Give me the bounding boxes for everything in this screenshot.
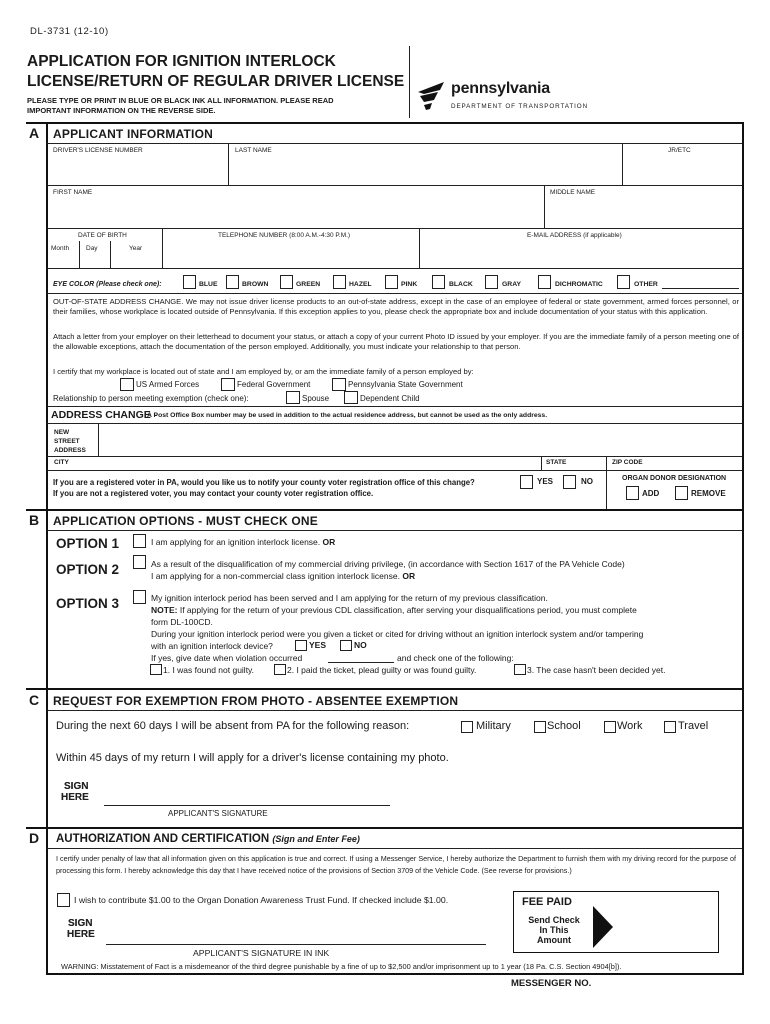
us-armed-forces-label: US Armed Forces bbox=[136, 380, 200, 389]
eye-other-field[interactable] bbox=[662, 276, 739, 288]
military-checkbox[interactable] bbox=[461, 721, 473, 733]
section-d-letter: D bbox=[29, 830, 40, 846]
section-b-title: APPLICATION OPTIONS - MUST CHECK ONE bbox=[53, 514, 318, 528]
rule bbox=[47, 406, 742, 407]
arrow-right-icon bbox=[591, 904, 615, 950]
section-a-right-rule bbox=[742, 122, 744, 510]
certification-text: I certify under penalty of law that all information given on this application is true and correct. If using a Messenger Service, I hereby authorize the Department to furnish them with my driving record for the purpose of processing this form. I hereby acknowledge this day that I have received notice of the provisions of Section 3709 of the Vehicle Code. (See reverse for provisions.) bbox=[56, 854, 736, 875]
section-d-title bbox=[56, 833, 360, 845]
violation-date-label: If yes, give date when violation occurred bbox=[151, 653, 303, 663]
eye-hazel-label: HAZEL bbox=[349, 281, 372, 288]
messenger-no-field[interactable] bbox=[590, 976, 740, 990]
spouse-label: Spouse bbox=[302, 394, 330, 403]
violation-no-checkbox[interactable] bbox=[340, 640, 352, 651]
new-label: NEW bbox=[54, 429, 70, 436]
instructions-line1: PLEASE TYPE OR PRINT IN BLUE OR BLACK INK ALL INFORMATION. PLEASE READ bbox=[27, 96, 334, 105]
eye-color-label: EYE COLOR (Please check one): bbox=[53, 281, 162, 288]
section-d-right-rule bbox=[742, 827, 744, 974]
option3-line1: My ignition interlock period has been served and I am applying for the return of my previous classification. bbox=[151, 593, 548, 603]
option2-or: OR bbox=[402, 571, 416, 581]
section-c-left-rule bbox=[46, 688, 48, 828]
option2-label: OPTION 2 bbox=[56, 562, 120, 577]
eye-blue-label: BLUE bbox=[199, 281, 218, 288]
choice2-label: 2. I paid the ticket, plead guilty or was found guilty. bbox=[287, 665, 477, 675]
violation-yes-label: YES bbox=[309, 640, 327, 650]
dl-number-field[interactable] bbox=[48, 156, 227, 184]
choice2-checkbox[interactable] bbox=[274, 664, 286, 675]
choice3-checkbox[interactable] bbox=[514, 664, 526, 675]
rule bbox=[47, 228, 742, 229]
dob-month-label: Month bbox=[51, 245, 70, 252]
military-label: Military bbox=[476, 720, 511, 732]
form-number: DL-3731 (12-10) bbox=[30, 26, 109, 37]
last-name-label: LAST NAME bbox=[235, 147, 272, 154]
out-of-state-paragraph: OUT-OF-STATE ADDRESS CHANGE. We may not issue driver license products to an out-of-state address, except in the case of an employee of federal or state government, armed forces personnel, or their families, whose workplace is located outside of Pennsylvania. If this exception applies to you, please check the appropriate box and include documentation of your status with this application. bbox=[53, 297, 739, 316]
certify-workplace-line: I certify that my workplace is located out of state and I am employed by, or am the immediate family of a person employed by: bbox=[53, 367, 474, 376]
eye-black-checkbox[interactable] bbox=[432, 275, 445, 289]
send-check-line2: In This bbox=[539, 925, 569, 935]
option1-or: OR bbox=[322, 537, 336, 547]
organ-donor-add-label: ADD bbox=[642, 489, 660, 498]
eye-pink-label: PINK bbox=[401, 281, 418, 288]
voter-note: If you are not a registered voter, you may contact your county voter registration office. bbox=[53, 489, 374, 498]
address-change-note: A Post Office Box number may be used in addition to the actual residence address, but cannot be used as the only address. bbox=[147, 412, 548, 419]
eye-green-checkbox[interactable] bbox=[280, 275, 293, 289]
warning-text: WARNING: Misstatement of Fact is a misdemeanor of the third degree punishable by a fine of up to $2,500 and/or imprisonment up to 1 year (18 Pa. C.S. Section 4904[b]). bbox=[61, 962, 622, 971]
messenger-no-label: MESSENGER NO. bbox=[511, 978, 592, 989]
address-label: ADDRESS bbox=[54, 447, 86, 454]
work-checkbox[interactable] bbox=[604, 721, 616, 733]
address-change-title: ADDRESS CHANGE - bbox=[51, 409, 158, 421]
section-c-right-rule bbox=[742, 688, 744, 828]
eye-black-label: BLACK bbox=[449, 281, 473, 288]
rule bbox=[110, 241, 111, 268]
voter-no-label: NO bbox=[581, 477, 593, 486]
option1-text-body: I am applying for an ignition interlock license. bbox=[151, 537, 321, 547]
choice3-label: 3. The case hasn't been decided yet. bbox=[527, 665, 666, 675]
choice1-label: 1. I was found not guilty. bbox=[163, 665, 255, 675]
jr-etc-field[interactable] bbox=[623, 156, 741, 184]
section-a-top-rule bbox=[26, 122, 744, 124]
attach-letter-paragraph: Attach a letter from your employer on their letterhead to document your status, or attach a copy of your current Photo ID issued by your employer. If you are the immediate family of a person meeting one of the allowable exceptions, attach the documentation of the person employed. Additionally, you must indicate your relationship to that person. bbox=[53, 332, 739, 351]
eye-brown-checkbox[interactable] bbox=[226, 275, 239, 289]
form-title-line2: LICENSE/RETURN OF REGULAR DRIVER LICENSE bbox=[27, 73, 405, 90]
eye-other-label: OTHER bbox=[634, 281, 658, 288]
organ-donor-remove-checkbox[interactable] bbox=[675, 486, 688, 500]
work-label: Work bbox=[617, 720, 643, 732]
federal-government-label: Federal Government bbox=[237, 380, 311, 389]
middle-name-field[interactable] bbox=[545, 198, 741, 227]
option2-line2 bbox=[151, 571, 415, 581]
eye-dichromatic-label: DICHROMATIC bbox=[555, 281, 603, 288]
section-d-title-main: AUTHORIZATION AND CERTIFICATION bbox=[56, 833, 270, 845]
organ-donation-text: I wish to contribute $1.00 to the Organ Donation Awareness Trust Fund. If checked include $1.00. bbox=[74, 895, 449, 905]
zip-label: ZIP CODE bbox=[612, 459, 643, 466]
section-a-title: APPLICANT INFORMATION bbox=[53, 127, 213, 141]
spouse-checkbox[interactable] bbox=[286, 391, 300, 404]
section-c-top-rule bbox=[26, 688, 744, 690]
eye-gray-label: GRAY bbox=[502, 281, 522, 288]
first-name-field[interactable] bbox=[48, 198, 543, 227]
photo-return-line: Within 45 days of my return I will apply for a driver's license containing my photo. bbox=[56, 752, 449, 764]
organ-donor-add-checkbox[interactable] bbox=[626, 486, 639, 500]
note-label: NOTE: bbox=[151, 605, 178, 615]
telephone-label: TELEPHONE NUMBER (8:00 A.M.-4:30 P.M.) bbox=[218, 232, 351, 239]
section-d-top-rule bbox=[26, 827, 744, 829]
rule bbox=[79, 241, 80, 268]
middle-name-label: MIDDLE NAME bbox=[550, 189, 596, 196]
school-label: School bbox=[547, 720, 581, 732]
section-c-title: REQUEST FOR EXEMPTION FROM PHOTO - ABSENTEE EXEMPTION bbox=[53, 694, 459, 708]
signature-d-label: APPLICANT'S SIGNATURE IN INK bbox=[193, 948, 330, 958]
header-divider bbox=[409, 46, 410, 118]
option2-line2-body: I am applying for a non-commercial class ignition interlock license. bbox=[151, 571, 400, 581]
absent-reason-line: During the next 60 days I will be absent from PA for the following reason: bbox=[56, 720, 410, 732]
eye-brown-label: BROWN bbox=[242, 281, 269, 288]
instructions-line2: IMPORTANT INFORMATION ON THE REVERSE SIDE. bbox=[27, 106, 216, 115]
voter-yes-checkbox[interactable] bbox=[520, 475, 533, 489]
section-c-letter: C bbox=[29, 692, 40, 708]
option3-checkbox[interactable] bbox=[133, 590, 146, 604]
sign-here-d-line2: HERE bbox=[67, 929, 95, 940]
email-label: E-MAIL ADDRESS (if applicable) bbox=[527, 232, 622, 239]
form-title-line1: APPLICATION FOR IGNITION INTERLOCK bbox=[27, 53, 336, 70]
violation-check-label: and check one of the following: bbox=[397, 653, 514, 663]
email-field[interactable] bbox=[420, 241, 741, 267]
choice1-checkbox[interactable] bbox=[150, 664, 162, 675]
section-b-left-rule bbox=[46, 509, 48, 689]
rule bbox=[606, 456, 607, 510]
street-label: STREET bbox=[54, 438, 80, 445]
penndot-keystone-logo-icon bbox=[414, 78, 448, 112]
option1-checkbox[interactable] bbox=[133, 534, 146, 548]
dependent-child-label: Dependent Child bbox=[360, 394, 420, 403]
signature-c-label: APPLICANT'S SIGNATURE bbox=[168, 809, 268, 818]
first-name-label: FIRST NAME bbox=[53, 189, 93, 196]
section-d-title-sub: (Sign and Enter Fee) bbox=[272, 834, 360, 844]
rule bbox=[47, 470, 742, 471]
fee-paid-label: FEE PAID bbox=[522, 896, 572, 908]
option3-label: OPTION 3 bbox=[56, 596, 120, 611]
voter-question: If you are a registered voter in PA, would you like us to notify your county voter registration office of this change? bbox=[53, 478, 475, 487]
send-check-line3: Amount bbox=[537, 935, 571, 945]
travel-label: Travel bbox=[678, 720, 709, 732]
voter-no-checkbox[interactable] bbox=[563, 475, 576, 489]
dob-day-label: Day bbox=[86, 245, 98, 252]
applicant-signature-c-field[interactable] bbox=[104, 780, 390, 804]
eye-dichromatic-checkbox[interactable] bbox=[538, 275, 551, 289]
eye-blue-checkbox[interactable] bbox=[183, 275, 196, 289]
eye-gray-checkbox[interactable] bbox=[485, 275, 498, 289]
organ-donor-label: ORGAN DONOR DESIGNATION bbox=[622, 475, 727, 482]
voter-yes-label: YES bbox=[537, 477, 554, 486]
eye-pink-checkbox[interactable] bbox=[385, 275, 398, 289]
dependent-child-checkbox[interactable] bbox=[344, 391, 358, 404]
federal-government-checkbox[interactable] bbox=[221, 378, 235, 391]
logo-subtitle: DEPARTMENT OF TRANSPORTATION bbox=[451, 103, 589, 110]
last-name-field[interactable] bbox=[229, 156, 621, 184]
sign-here-c-line1: SIGN bbox=[64, 781, 89, 792]
option1-label: OPTION 1 bbox=[56, 536, 120, 551]
state-label: STATE bbox=[546, 459, 567, 466]
rule bbox=[47, 293, 742, 294]
eye-green-label: GREEN bbox=[296, 281, 321, 288]
rule bbox=[47, 185, 742, 186]
signature-d-line bbox=[106, 944, 486, 945]
eye-hazel-checkbox[interactable] bbox=[333, 275, 346, 289]
note-text: If applying for the return of your previous CDL classification, after serving your disqualifications period, you must complete bbox=[179, 605, 637, 615]
fee-amount-field[interactable] bbox=[617, 893, 717, 951]
organ-donor-remove-label: REMOVE bbox=[691, 489, 726, 498]
jr-etc-label: JR/ETC bbox=[668, 147, 691, 154]
city-label: CITY bbox=[54, 459, 69, 466]
rule bbox=[47, 268, 742, 269]
option2-line1: As a result of the disqualification of my commercial driving privilege, (in accordance with Section 1617 of the PA Vehicle Code) bbox=[151, 559, 625, 569]
rule bbox=[47, 530, 742, 531]
section-b-letter: B bbox=[29, 512, 40, 528]
eye-other-checkbox[interactable] bbox=[617, 275, 630, 289]
option2-checkbox[interactable] bbox=[133, 555, 146, 569]
violation-no-label: NO bbox=[354, 640, 367, 650]
option3-note2: form DL-100CD. bbox=[151, 617, 213, 627]
section-d-bottom-rule bbox=[46, 973, 744, 975]
section-a-letter: A bbox=[29, 125, 40, 141]
new-street-address-field[interactable] bbox=[99, 424, 741, 455]
option3-note bbox=[151, 605, 637, 615]
option3-line4: with an ignition interlock device? bbox=[151, 641, 273, 651]
travel-checkbox[interactable] bbox=[664, 721, 676, 733]
us-armed-forces-checkbox[interactable] bbox=[120, 378, 134, 391]
dob-label: DATE OF BIRTH bbox=[78, 232, 127, 239]
pa-state-government-label: Pennsylvania State Government bbox=[348, 380, 463, 389]
relationship-label: Relationship to person meeting exemption (check one): bbox=[53, 394, 249, 403]
section-b-right-rule bbox=[742, 509, 744, 689]
organ-donation-checkbox[interactable] bbox=[57, 893, 70, 907]
rule bbox=[541, 456, 542, 470]
sign-here-d-line1: SIGN bbox=[68, 918, 93, 929]
rule bbox=[47, 143, 742, 144]
violation-date-line bbox=[328, 662, 394, 663]
pa-state-government-checkbox[interactable] bbox=[332, 378, 346, 391]
sign-here-c-line2: HERE bbox=[61, 792, 89, 803]
section-b-top-rule bbox=[26, 509, 744, 511]
eye-other-line bbox=[662, 288, 739, 289]
logo-name: pennsylvania bbox=[451, 80, 550, 97]
rule bbox=[47, 710, 742, 711]
violation-date-field[interactable] bbox=[328, 651, 394, 662]
violation-yes-checkbox[interactable] bbox=[295, 640, 307, 651]
option1-text bbox=[151, 537, 335, 547]
applicant-signature-d-field[interactable] bbox=[106, 915, 486, 943]
option3-line3: During your ignition interlock period were you given a ticket or cited for driving without an ignition interlock system and/or tampering bbox=[151, 629, 644, 639]
dob-year-label: Year bbox=[129, 245, 143, 252]
rule bbox=[47, 848, 742, 849]
rule bbox=[47, 456, 742, 457]
send-check-line1: Send Check bbox=[528, 915, 580, 925]
telephone-field[interactable] bbox=[163, 241, 418, 267]
signature-c-line bbox=[104, 805, 390, 806]
school-checkbox[interactable] bbox=[534, 721, 546, 733]
section-d-left-rule bbox=[46, 827, 48, 974]
dl-number-label: DRIVER'S LICENSE NUMBER bbox=[53, 147, 143, 154]
